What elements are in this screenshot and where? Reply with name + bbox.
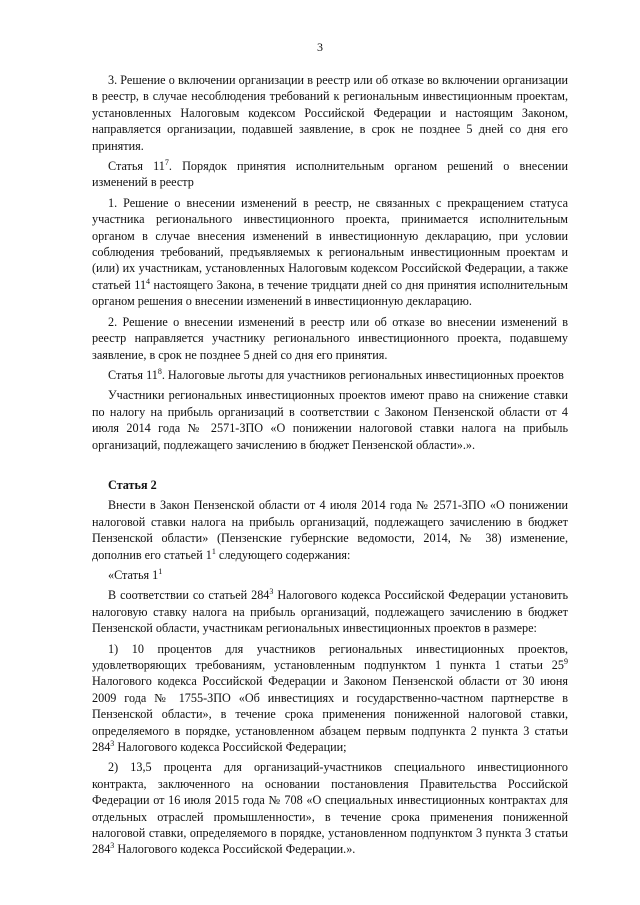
paragraph-amendment-notice: 2. Решение о внесении изменений в реестр или об отказе во внесении изменений в реестр направляется участнику регионального инвестиционного проекта, подавшему заявление, в срок не позднее 5 дней со дня его принятия. bbox=[92, 314, 568, 362]
paragraph-amendment-decision: 1. Решение о внесении изменений в реестр, не связанных с прекращением статуса участника регионального инвестиционного проекта, принимается исполнительным органом в случае внесения изменений в инвестиционную декларацию, при условии соблюдения требований, предъявляемых к региональным инвестиционным проектам и (или) их участникам, установленных Налоговым кодексом Российской Федерации, а также статьей $11^4$ настоящего Закона, в течение тридцати дней со дня принятия исполнительным органом решения о внесении изменений в инвестиционную декларацию. bbox=[92, 195, 569, 309]
document-body bbox=[92, 72, 568, 858]
article-1-1-title: «Статья $1^1$ bbox=[108, 566, 163, 582]
paragraph-law-amendment: Внести в Закон Пензенской области от 4 июля 2014 года № 2571-ЗПО «О понижении налоговой ставки налога на прибыль организаций, подлежащего зачислению в бюджет Пензенской области» (Пензенские губернские ведомости, 2014, № 38) изменение, дополнив его статьей $1^1$ следующего содержания: bbox=[92, 498, 568, 562]
paragraph-registry-decision: 3. Решение о включении организации в реестр или об отказе во включении организации в реестр, в случае несоблюдения требований к региональным инвестиционным проектам, установленных Налоговым кодексом Российской Федерации и настоящим Законом, направляется организации, подавшей заявление, в срок не позднее 5 дней со дня его принятия. bbox=[92, 73, 568, 153]
paragraph-tax-benefits: Участники региональных инвестиционных проектов имеют право на снижение ставки по налогу на прибыль организаций в соответствии с Законом Пензенской области от 4 июля 2014 года № 2571-ЗПО «О понижении налоговой ставки налога на прибыль организаций, подлежащего зачислению в бюджет Пензенской области».». bbox=[92, 388, 568, 452]
page-number: 3 bbox=[317, 40, 323, 54]
paragraph-rate-13-5-percent: 2) 13,5 процента для организаций-участников специального инвестиционного контракта, заключенного на основании постановления Правительства Российской Федерации от 16 июля 2015 года № 708 «О специальных инвестиционных контрактах для отдельных отраслей промышленности», в течение срока применения пониженной налоговой ставки, определяемого в порядке, установленном подпунктом 3 пункта 3 статьи $284^3$ Налогового кодекса Российской Федерации.». bbox=[92, 760, 568, 857]
paragraph-rate-10-percent: 1) 10 процентов для участников региональных инвестиционных проектов, удовлетворяющих требованиям, установленным подпунктом 1 пункта 1 статьи $25^9$ Налогового кодекса Российской Федерации и Законом Пензенской области от 30 июня 2009 года № 1755-ЗПО «Об инвестициях и государственно-частном партнерстве в Пензенской области», в течение срока применения пониженной налоговой ставки, определяемого в порядке, установленном абзацем первым подпункта 2 пункта 3 статьи $284^3$ Налогового кодекса Российской Федерации; bbox=[92, 641, 568, 755]
article-11-7-title: Статья $11^7$. Порядок принятия исполнительным органом решений о внесении изменений в реестр bbox=[92, 157, 568, 190]
article-2-heading: Статья 2 bbox=[108, 477, 157, 492]
paragraph-tax-rate-intro: В соответствии со статьей $284^3$ Налогового кодекса Российской Федерации установить налоговую ставку налога на прибыль организаций, подлежащего зачислению в бюджет Пензенской области, участникам региональных инвестиционных проектов в размере: bbox=[92, 587, 569, 636]
article-11-8-title: Статья $11^8$. Налоговые льготы для участников региональных инвестиционных проектов bbox=[108, 366, 564, 382]
